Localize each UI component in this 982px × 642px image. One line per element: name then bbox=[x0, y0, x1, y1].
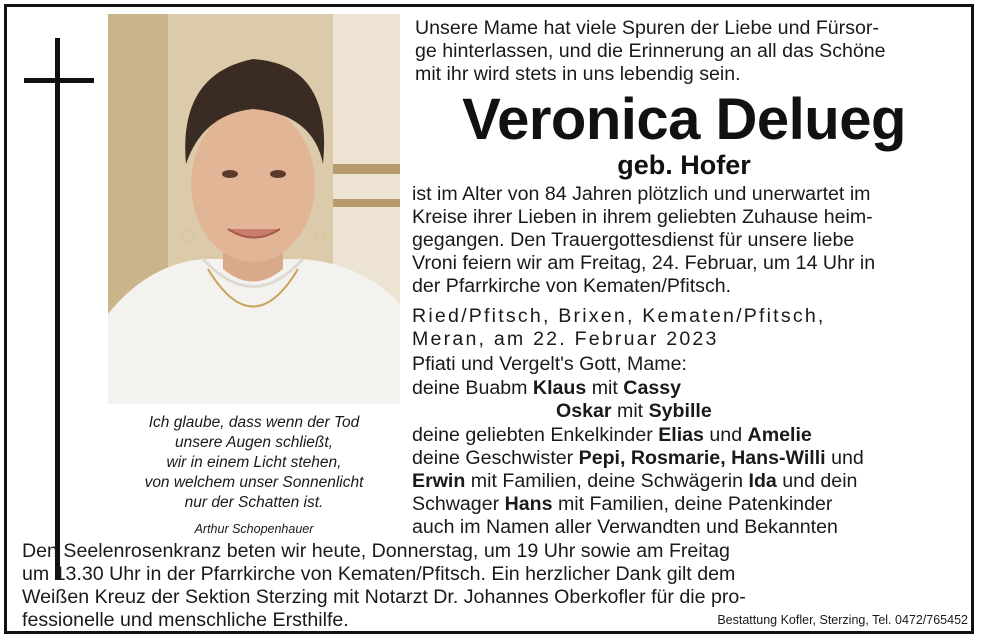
quote-line: nur der Schatten ist. bbox=[184, 494, 324, 511]
announcement-line: Vroni feiern wir am Freitag, 24. Februar, um 14 Uhr in bbox=[412, 252, 876, 274]
intro-line: Unsere Mame hat viele Spuren der Liebe und Fürsor- bbox=[415, 17, 879, 39]
quote-line: wir in einem Licht stehen, bbox=[166, 454, 342, 471]
rosary-line: Weißen Kreuz der Sektion Sterzing mit Notarzt Dr. Johannes Oberkofler für die pro- bbox=[22, 586, 746, 608]
announcement-line: Kreise ihrer Lieben in ihrem geliebten Zuhause heim- bbox=[412, 206, 873, 228]
maiden-name: geb. Hofer bbox=[617, 150, 751, 180]
quote-author: Arthur Schopenhauer bbox=[194, 522, 314, 536]
intro-line: mit ihr wird stets in uns lebendig sein. bbox=[415, 63, 741, 85]
family-name: Pepi, Rosmarie, Hans-Willi bbox=[578, 447, 826, 469]
farewell-line: Pfiati und Vergelt's Gott, Mame: bbox=[412, 353, 687, 375]
funeral-home: Bestattung Kofler, Sterzing, Tel. 0472/765452 bbox=[717, 613, 968, 627]
deceased-name: Veronica Delueg bbox=[462, 87, 906, 152]
rosary-line: Den Seelenrosenkranz beten wir heute, Donnerstag, um 19 Uhr sowie am Freitag bbox=[22, 540, 730, 562]
announcement-line: gegangen. Den Trauergottesdienst für unsere liebe bbox=[412, 229, 855, 251]
family-line: deine Geschwister Pepi, Rosmarie, Hans-Willi und bbox=[412, 447, 864, 469]
family-name: Elias bbox=[658, 424, 704, 446]
quote bbox=[108, 413, 400, 539]
quote-line: unsere Augen schließt, bbox=[175, 434, 333, 451]
rosary-line: um 13.30 Uhr in der Pfarrkirche von Kematen/Pfitsch. Ein herzlicher Dank gilt dem bbox=[22, 563, 736, 585]
quote-line: von welchem unser Sonnenlicht bbox=[144, 474, 364, 491]
family-name: Sybille bbox=[648, 400, 712, 422]
cross-icon-bar bbox=[24, 78, 94, 83]
family-line: Erwin mit Familien, deine Schwägerin Ida und dein bbox=[412, 470, 858, 492]
announcement-line: ist im Alter von 84 Jahren plötzlich und unerwartet im bbox=[412, 183, 871, 205]
family-line: Oskar mit Sybille bbox=[556, 400, 712, 422]
family-line: auch im Namen aller Verwandten und Bekannten bbox=[412, 516, 838, 538]
place-date-line: Meran, am 22. Februar 2023 bbox=[412, 328, 719, 350]
family-name: Amelie bbox=[747, 424, 812, 446]
family-line: deine Buabm Klaus mit Cassy bbox=[412, 377, 682, 399]
portrait-photo bbox=[108, 14, 400, 404]
family-name: Oskar bbox=[556, 400, 612, 422]
rosary-text bbox=[22, 540, 746, 632]
family-name: Ida bbox=[748, 470, 777, 492]
cross-icon bbox=[55, 38, 60, 580]
announcement-line: der Pfarrkirche von Kematen/Pfitsch. bbox=[412, 275, 732, 297]
intro-text bbox=[415, 17, 886, 86]
family-line: Schwager Hans mit Familien, deine Patenkinder bbox=[412, 493, 833, 515]
family-name: Hans bbox=[504, 493, 553, 515]
intro-line: ge hinterlassen, und die Erinnerung an all das Schöne bbox=[415, 40, 886, 62]
place-date bbox=[412, 305, 826, 351]
quote-line: Ich glaube, dass wenn der Tod bbox=[148, 414, 360, 431]
place-date-line: Ried/Pfitsch, Brixen, Kematen/Pfitsch, bbox=[412, 305, 826, 327]
announcement-text bbox=[412, 183, 875, 298]
rosary-line: fessionelle und menschliche Ersthilfe. bbox=[22, 609, 349, 631]
family-line: deine geliebten Enkelkinder Elias und Amelie bbox=[412, 424, 812, 446]
family-name: Klaus bbox=[532, 377, 587, 399]
family-name: Erwin bbox=[412, 470, 466, 492]
family-name: Cassy bbox=[623, 377, 682, 399]
